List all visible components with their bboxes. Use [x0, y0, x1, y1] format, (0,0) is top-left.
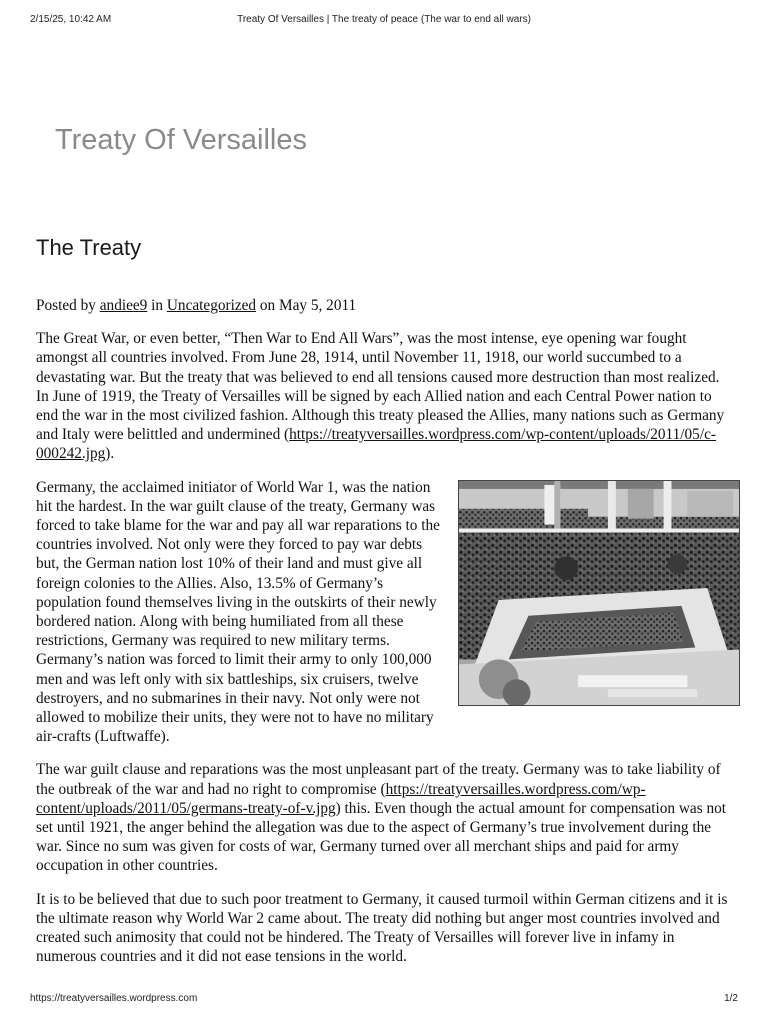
- site-title[interactable]: Treaty Of Versailles: [55, 124, 307, 156]
- print-date: 2/15/25, 10:42 AM: [30, 14, 112, 25]
- print-header: [0, 14, 768, 28]
- print-footer: [0, 993, 768, 1007]
- post-meta: Posted by andiee9 in Uncategorized on May 5, 2011: [36, 297, 357, 314]
- paragraph-conclusion: It is to be believed that due to such poor treatment to Germany, it caused turmoil within German citizens and it is the ultimate reason why World War 2 came about. The treaty did nothing but anger most countries involved and created such animosity that could not be hindered. The Treaty of Versailles will forever live in infamy in numerous countries and it did not ease tensions in the world.: [36, 890, 728, 966]
- print-page-title: Treaty Of Versailles | The treaty of peace (The war to end all wars): [237, 14, 531, 25]
- category-link[interactable]: Uncategorized: [166, 297, 257, 314]
- paragraph-war-guilt: The war guilt clause and reparations was the most unpleasant part of the treaty. Germany was to take liability of the outbreak of the war and had no right to compromise (https://treatyversailles.wordpress.com/wp-content/uploads/2011/05/germans-treaty-of-v.jpg) this. Even though the actual amount for compensation was not set until 1921, the anger behind the allegation was due to the aspect of Germany’s true involvement during the war. Since no sum was given for costs of war, Germany turned over all merchant ships and paid for army occupation in other countries.: [36, 761, 727, 875]
- print-page-number: 1/2: [724, 993, 738, 1004]
- post-date: May 5, 2011: [279, 297, 357, 314]
- post-content: [36, 296, 736, 981]
- print-url: https://treatyversailles.wordpress.com: [30, 993, 198, 1004]
- treaty-signing-photo[interactable]: [458, 480, 740, 706]
- author-link[interactable]: andiee9: [99, 297, 148, 314]
- paragraph-germany: Germany, the acclaimed initiator of World War 1, was the nation hit the hardest. In the war guilt clause of the treaty, Germany was forced to take blame for the war and pay all war reparations to the countries involved. Not only were they forced to pay war debts but, the German nation lost 10% of their land and must give all foreign colonies to the Allies. Also, 13.5% of Germany’s population found themselves living in the outskirts of their newly bordered nation. Along with being humiliated from all these restrictions, Germany was required to new military terms. Germany’s nation was forced to limit their army to only 100,000 men and was left only with six battleships, six cruisers, twelve destroyers, and no submarines in their navy. Not only were not allowed to mobilize their units, they were not to have no military air-crafts (Luftwaffe).: [36, 478, 440, 746]
- image-link-germans-treaty[interactable]: https://treatyversailles.wordpress.com/wp-content/uploads/2011/05/germans-treaty-of-v.jpg: [36, 780, 646, 817]
- paragraph-intro: The Great War, or even better, “Then War to End All Wars”, was the most intense, eye opening war fought amongst all countries involved. From June 28, 1914, until November 11, 1918, our world succumbed to a devastating war. But the treaty that was believed to end all tensions caused more destruction than most realized. In June of 1919, the Treaty of Versailles will be signed by each Allied nation and each Central Power nation to end the war in the most civilized fashion. Although this treaty pleased the Allies, many nations such as Germany and Italy were belittled and undermined (https://treatyversailles.wordpress.com/wp-content/uploads/2011/05/c-000242.jpg).: [36, 330, 725, 463]
- image-link-c000242[interactable]: https://treatyversailles.wordpress.com/wp-content/uploads/2011/05/c-000242.jpg: [36, 426, 716, 463]
- post-title: The Treaty: [36, 235, 142, 260]
